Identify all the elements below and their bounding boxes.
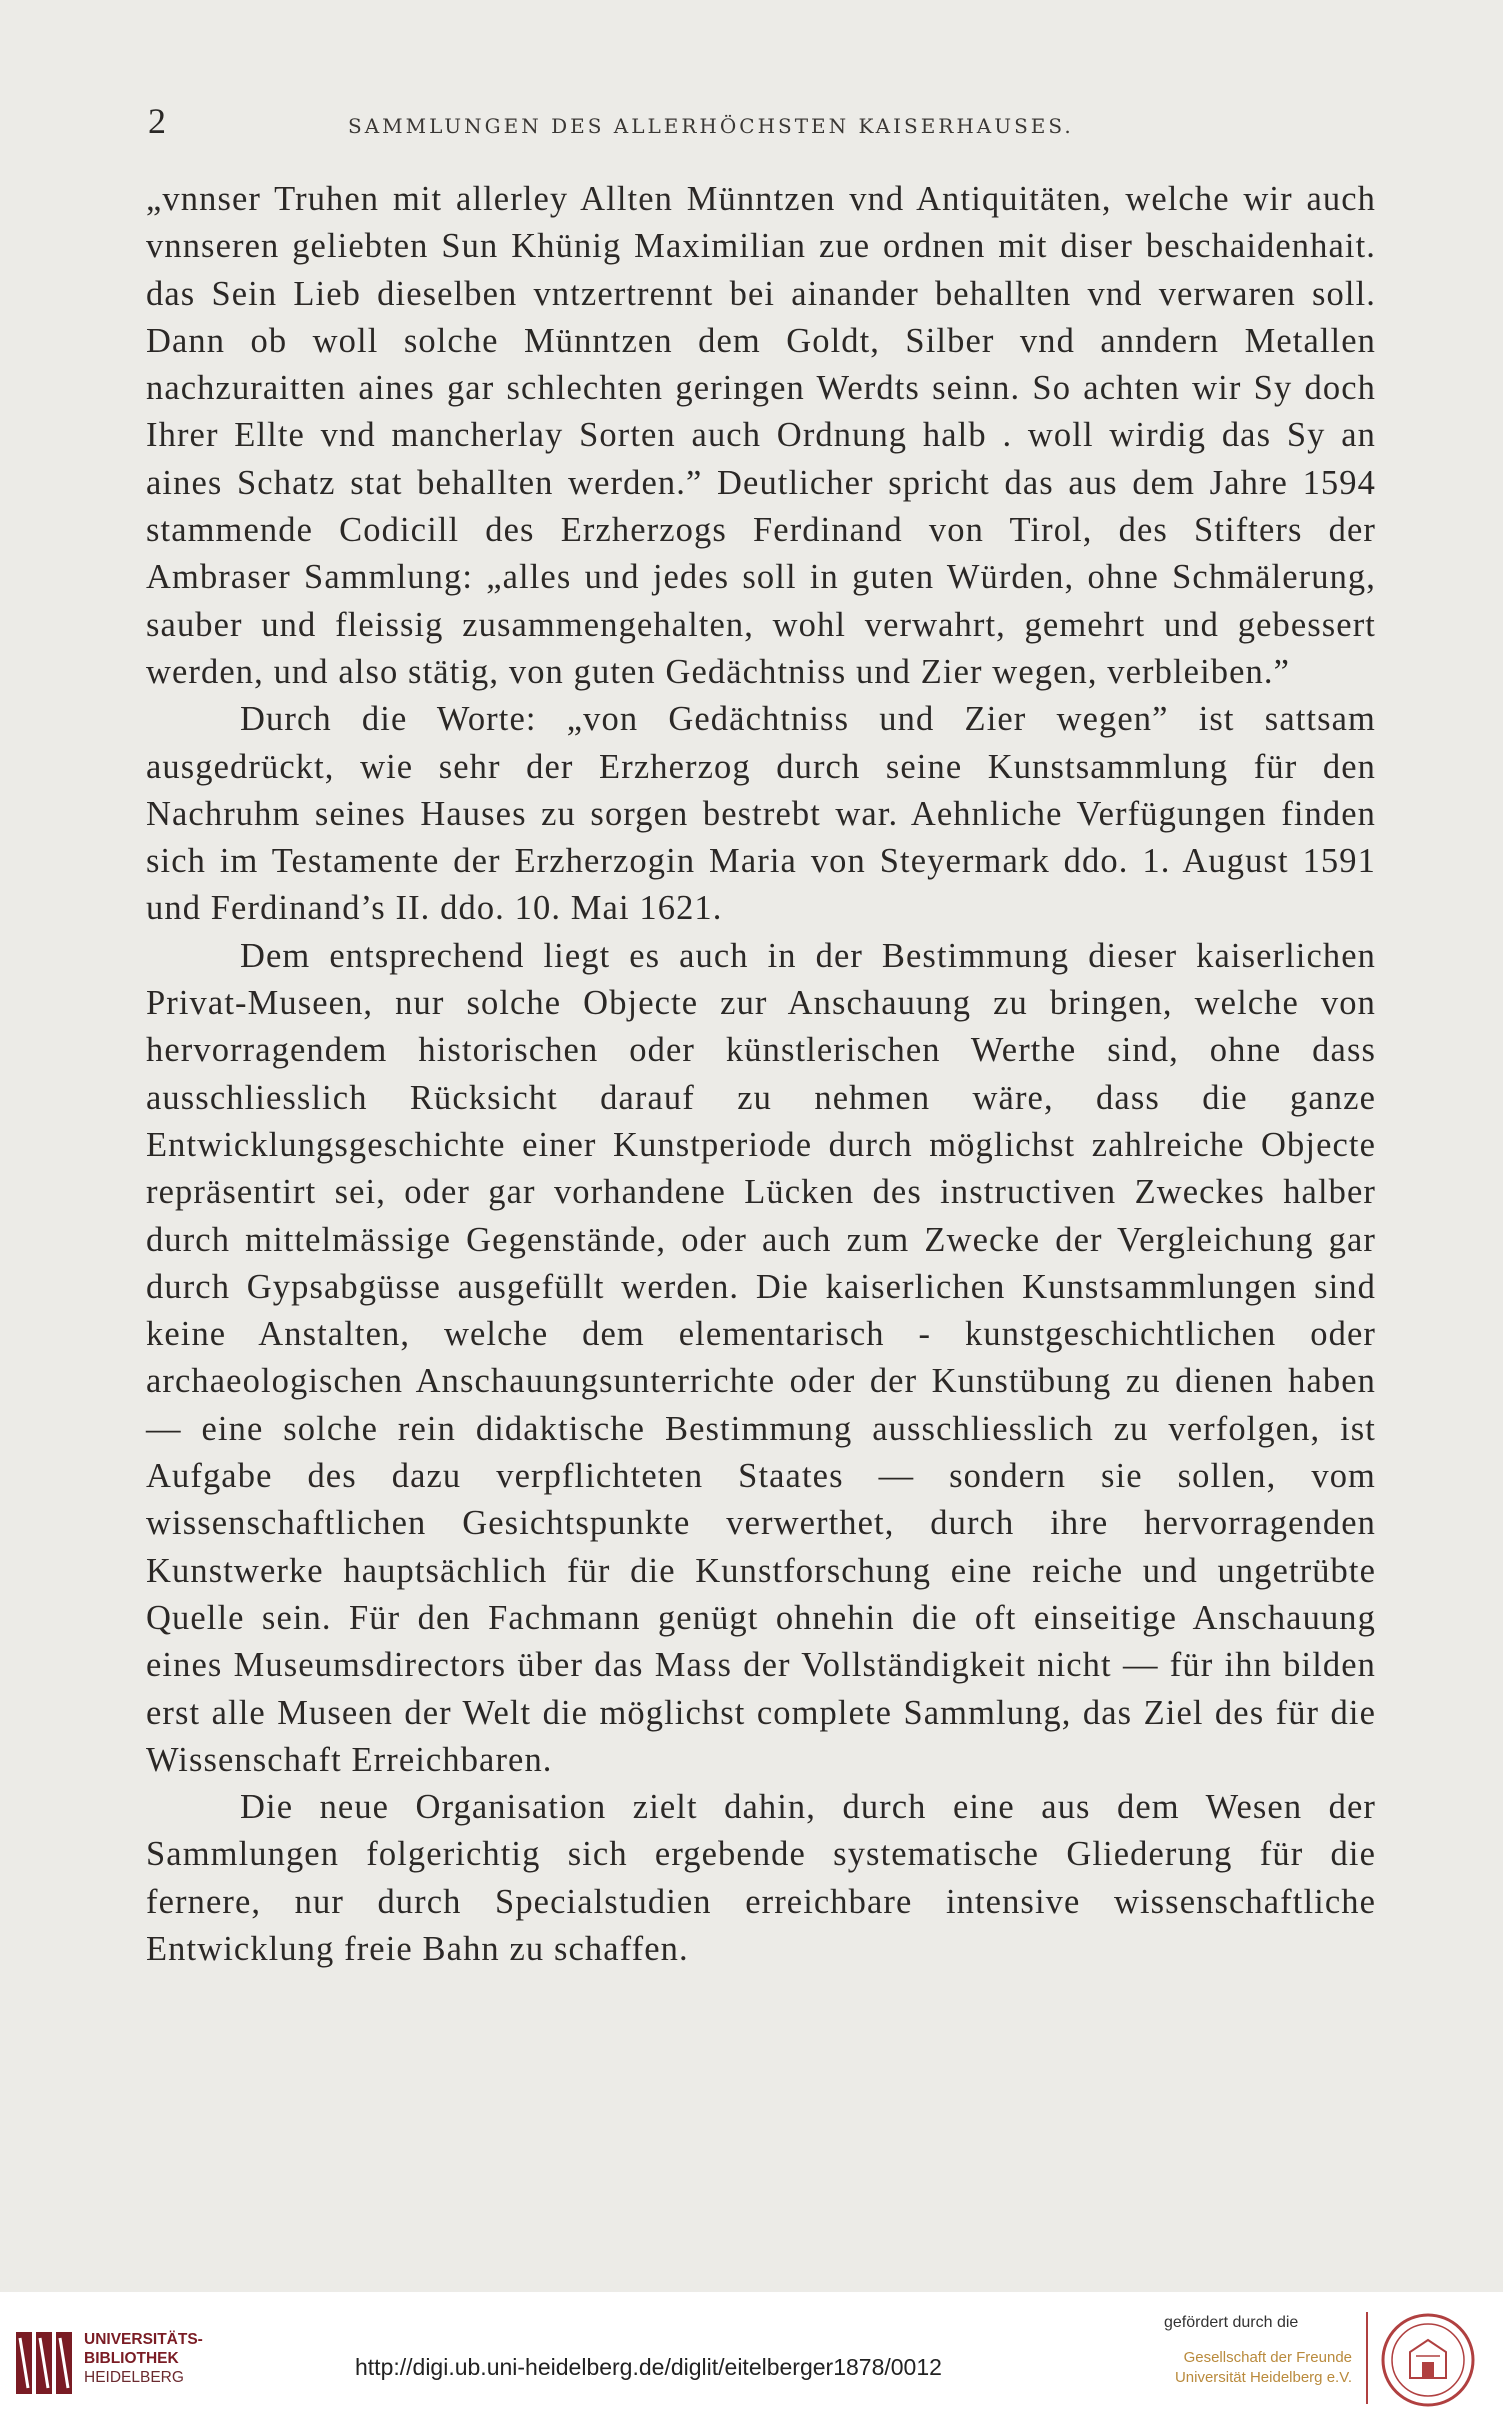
- page-number: 2: [148, 101, 166, 141]
- paragraph-2: Durch die Worte: „von Gedächtniss und Zier wegen” ist sattsam ausgedrückt, wie sehr der Erzherzog durch seine Kunstsammlung für den Nachruhm seines Hauses zu sorgen bestrebt war. Aehnliche Verfügungen finden sich im Testamente der Erzherzogin Maria von Steyermark ddo. 1. August 1591 und Ferdinand’s II. ddo. 10. Mai 1621.: [146, 700, 1376, 928]
- sponsor-divider: [1366, 2312, 1368, 2404]
- library-line-3: HEIDELBERG: [84, 2369, 184, 2386]
- paragraph-4: Die neue Organisation zielt dahin, durch eine aus dem Wesen der Sammlungen folgerichtig sich ergebende systematische Gliederung für die fernere, nur durch Specialstudien erreichbare intensive wissenschaftliche Entwicklung freie Bahn zu schaffen.: [146, 1788, 1376, 1968]
- library-line-1: UNIVERSITÄTS-: [84, 2331, 203, 2348]
- body-text: [146, 176, 1376, 1973]
- paragraph-1: „vnnser Truhen mit allerley Allten Münntzen vnd Antiquitäten, welche wir auch vnnseren geliebten Sun Khünig Maximilian zue ordnen mit diser beschaidenhait. das Sein Lieb dieselben vntzertrennt bei ainander behallten vnd verwaren soll. Dann ob woll solche Münntzen dem Goldt, Silber vnd anndern Metallen nachzuraitten aines gar schlechten geringen Werdts seinn. So achten wir Sy doch Ihrer Ellte vnd mancherlay Sorten auch Ordnung halb . woll wirdig das Sy an aines Schatz stat behallten werden.” Deutlicher spricht das aus dem Jahre 1594 stammende Codicill des Erzherzogs Ferdinand von Tirol, des Stifters der Ambraser Sammlung: „alles und jedes soll in guten Würden, ohne Schmälerung, sauber und fleissig zusammengehalten, wohl verwahrt, gemehrt und gebessert werden, und also stätig, von guten Gedächtniss und Zier wegen, verbleiben.”: [146, 180, 1376, 691]
- running-head: [148, 100, 1378, 150]
- library-name: [84, 2330, 203, 2387]
- library-logo-icon: [14, 2328, 74, 2398]
- library-line-2: BIBLIOTHEK: [84, 2350, 179, 2367]
- footer-bar: [0, 2292, 1503, 2416]
- university-seal-icon: [1380, 2312, 1476, 2408]
- running-title: SAMMLUNGEN DES ALLERHÖCHSTEN KAISERHAUSES.: [348, 114, 1074, 138]
- paragraph-3: Dem entsprechend liegt es auch in der Bestimmung dieser kaiserlichen Privat-Museen, nur solche Objecte zur Anschauung zu bringen, welche von hervorragendem historischen oder künstlerischen Werthe sind, ohne dass ausschliesslich Rücksicht darauf zu nehmen wäre, dass die ganze Entwicklungsgeschichte einer Kunstperiode durch möglichst zahlreiche Objecte repräsentirt sei, oder gar vorhandene Lücken des instructiven Zweckes halber durch mittelmässige Gegenstände, oder auch zum Zwecke der Vergleichung gar durch Gypsabgüsse ausgefüllt werden. Die kaiserlichen Kunstsammlungen sind keine Anstalten, welche dem elementarisch - kunstgeschichtlichen oder archaeologischen Anschauungsunterrichte oder der Kunstübung zu dienen haben — eine solche rein didaktische Bestimmung ausschliesslich zu verfolgen, ist Aufgabe des dazu verpflichteten Staates — sondern sie sollen, vom wissenschaftlichen Gesichtspunkte verwerthet, durch ihre hervorragenden Kunstwerke hauptsächlich für die Kunstforschung eine reiche und ungetrübte Quelle sein. Für den Fachmann genügt ohnehin die oft einseitige Anschauung eines Museumsdirectors über das Mass der Vollständigkeit nicht — für ihn bilden erst alle Museen der Welt die möglichst complete Sammlung, das Ziel des für die Wissenschaft Erreichbaren.: [146, 936, 1376, 1779]
- permalink-url[interactable]: http://digi.ub.uni-heidelberg.de/diglit/eitelberger1878/0012: [355, 2354, 942, 2380]
- sponsor-line-1: Gesellschaft der Freunde: [1183, 2349, 1352, 2366]
- sponsor-line-2: Universität Heidelberg e.V.: [1174, 2369, 1352, 2386]
- sponsor-name: [1172, 2348, 1352, 2388]
- sponsor-label: gefördert durch die: [1164, 2314, 1299, 2331]
